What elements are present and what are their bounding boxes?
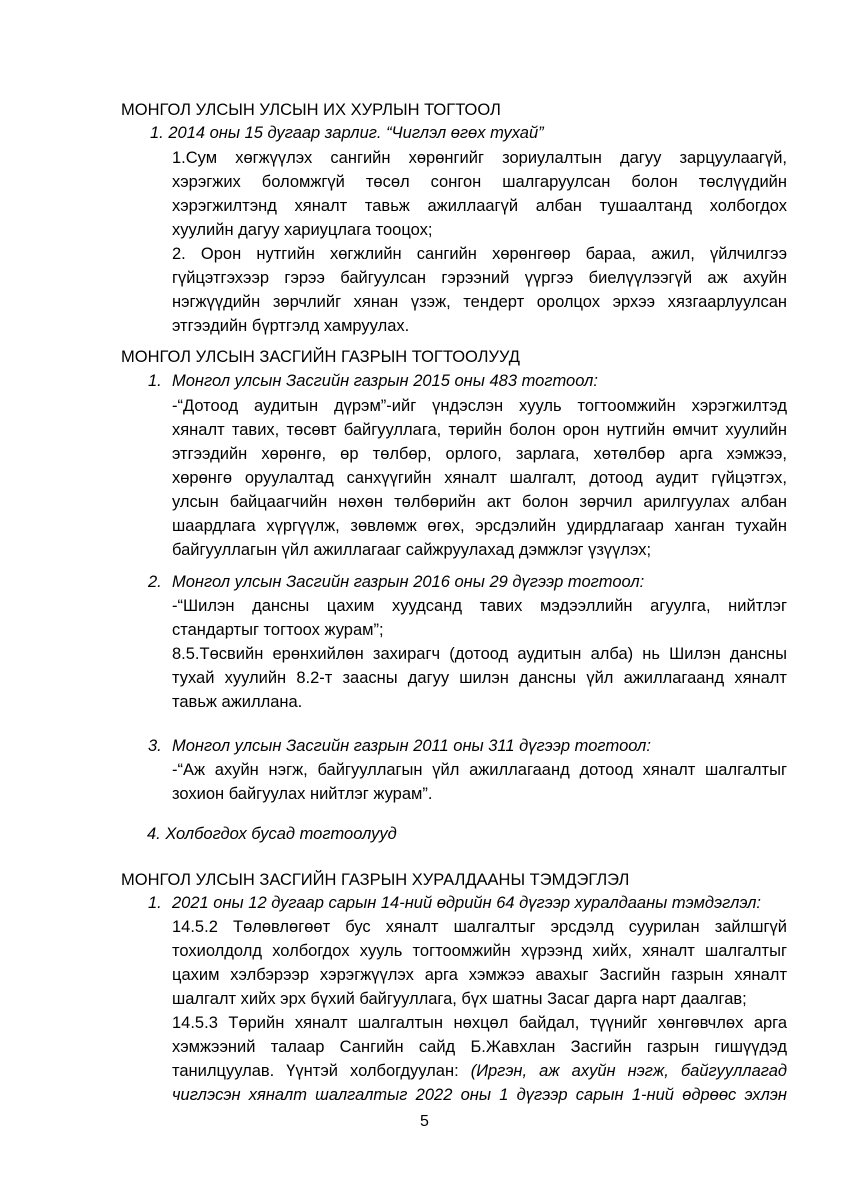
- text-line: шалгалт хийх эрх бүхий байгууллага, бүх шатны Засаг дарга нарт даалгав;: [172, 990, 747, 1008]
- item-title-minutes-64: [148, 891, 761, 915]
- text-line: хэрэгжих боломжгүй төсөл сонгон шалгаруулсан болон төслүүдийн: [172, 173, 787, 191]
- text-line: нэгжүүдийн зөрчлийг хянан үзэж, тендерт оролцох эрхээ хязгаарлуулсан: [172, 293, 787, 311]
- item-title-other-resolutions: 4. Холбогдох бусад тогтоолууд: [147, 825, 397, 843]
- section-heading-cabinet-minutes: МОНГОЛ УЛСЫН ЗАСГИЙН ГАЗРЫН ХУРАЛДААНЫ ТЭМДЭГЛЭЛ: [121, 871, 630, 889]
- text-line: -“Шилэн дансны цахим хуудсанд тавих мэдээллийн агуулга, нийтлэг: [172, 597, 787, 615]
- text-line: -“Аж ахуйн нэгж, байгууллагын үйл ажиллагаанд дотоод хяналт шалгалтыг: [172, 761, 787, 779]
- paragraph-resolution-29-2: [172, 642, 787, 714]
- item-title-decree-2014: 1. 2014 оны 15 дугаар зарлиг. “Чиглэл өгөх тухай”: [150, 124, 544, 142]
- text-line: 2. Орон нутгийн хөгжлийн сангийн хөрөнгөөр бараа, ажил, үйлчилгээ: [172, 245, 787, 263]
- text-line: тухай хуулийн 8.2-т заасны дагуу шилэн дансны үйл ажиллагаанд хяналт: [172, 669, 787, 687]
- text-line: стандартыг тогтоох журам”;: [172, 621, 384, 639]
- item-title-resolution-483: [148, 369, 598, 393]
- text-line: -“Дотоод аудитын дүрэм”-ийг үндэслэн хууль тогтоомжийн хэрэгжилтэд: [172, 397, 787, 415]
- item-title-text: Монгол улсын Засгийн газрын 2015 оны 483 тогтоол:: [172, 372, 598, 390]
- text-line: этгээдийн бүртгэлд хамруулах.: [172, 317, 410, 335]
- text-segment: танилцуулав. Үүнтэй холбогдуулан:: [172, 1062, 471, 1080]
- text-line: байгууллагын үйл ажиллагааг сайжруулахад дэмжлэг үзүүлэх;: [172, 541, 652, 559]
- item-title-text: Монгол улсын Засгийн газрын 2011 оны 311 дүгээр тогтоол:: [172, 737, 651, 755]
- item-number: 1.: [148, 894, 162, 912]
- paragraph-decree-2014-2: [172, 242, 787, 338]
- item-number: 3.: [148, 737, 162, 755]
- text-line-mixed: [172, 1059, 787, 1083]
- paragraph-resolution-29-1: [172, 594, 787, 642]
- item-title-text: 2021 оны 12 дугаар сарын 14-ний өдрийн 64 дүгээр хуралдааны тэмдэглэл:: [172, 894, 762, 912]
- item-number: 1.: [148, 372, 162, 390]
- item-title-resolution-311: [148, 734, 651, 758]
- section-heading-government-resolutions: МОНГОЛ УЛСЫН ЗАСГИЙН ГАЗРЫН ТОГТООЛУУД: [121, 348, 520, 366]
- item-number: 2.: [148, 573, 162, 591]
- item-title-resolution-29: [148, 570, 644, 594]
- section-heading-parliament: МОНГОЛ УЛСЫН УЛСЫН ИХ ХУРЛЫН ТОГТООЛ: [121, 101, 501, 119]
- item-title-text: Монгол улсын Засгийн газрын 2016 оны 29 дүгээр тогтоол:: [172, 573, 645, 591]
- text-line: хэмжээний талаар Сангийн сайд Б.Жавхлан Засгийн газрын гишүүдэд: [172, 1038, 787, 1056]
- text-line: 8.5.Төсвийн ерөнхийлөн захирагч (дотоод аудитын алба) нь Шилэн дансны: [172, 645, 787, 663]
- text-line: тохиолдолд холбогдох хууль тогтоомжийн хүрээнд хийх, хяналт шалгалтыг: [172, 942, 787, 960]
- text-line: улсын байцаагчийн нөхөн төлбөрийн акт болон зөрчил арилгуулах албан: [172, 493, 787, 511]
- text-line: гүйцэтгэхээр гэрээ байгуулсан гэрээний үүргээ биелүүлээгүй аж ахуйн: [172, 269, 787, 287]
- paragraph-minutes-14-5-3: [172, 1011, 787, 1107]
- text-line: хяналт тавих, төсөвт байгууллага, төрийн болон орон нутгийн өмчит хуулийн: [172, 421, 787, 439]
- text-line: хуулийн дагуу хариуцлага тооцох;: [172, 221, 433, 239]
- page-number: 5: [420, 1113, 429, 1130]
- paragraph-resolution-311: [172, 758, 787, 806]
- paragraph-resolution-483: [172, 394, 787, 562]
- text-line: зохион байгуулах нийтлэг журам”.: [172, 785, 433, 803]
- text-line: тавьж ажиллана.: [172, 693, 303, 711]
- paragraph-decree-2014-1: [172, 146, 787, 242]
- text-line: чиглэсэн хяналт шалгалтыг 2022 оны 1 дүгээр сарын 1-ний өдрөөс эхлэн: [172, 1086, 787, 1104]
- text-line: 14.5.2 Төлөвлөгөөт бус хяналт шалгалтыг эрсдэлд суурилан зайлшгүй: [172, 918, 787, 936]
- text-line: 1.Сум хөгжүүлэх сангийн хөрөнгийг зориулалтын дагуу зарцуулаагүй,: [172, 149, 787, 167]
- text-line: хөрөнгө оруулалтад санхүүгийн хяналт шалгалт, дотоод аудит гүйцэтгэх,: [172, 469, 787, 487]
- text-line: шаардлага хүргүүлж, зөвлөмж өгөх, эрсдэлийн удирдлагаар ханган тухайн: [172, 517, 787, 535]
- text-line: хэрэгжилтэнд хяналт тавьж ажиллаагүй албан тушаалтанд холбогдох: [172, 197, 787, 215]
- text-line: цахим хэлбэрээр хэрэгжүүлэх арга хэмжээ авахыг Засгийн газрын хяналт: [172, 966, 787, 984]
- paragraph-minutes-14-5-2: [172, 915, 787, 1011]
- italic-segment: (Иргэн, аж ахуйн нэгж, байгууллагад: [470, 1062, 787, 1080]
- text-line: 14.5.3 Төрийн хяналт шалгалтын нөхцөл байдал, түүнийг хөнгөвчлөх арга: [172, 1014, 787, 1032]
- text-line: этгээдийн хөрөнгө, өр төлбөр, орлого, зарлага, хөтөлбөр арга хэмжээ,: [172, 445, 787, 463]
